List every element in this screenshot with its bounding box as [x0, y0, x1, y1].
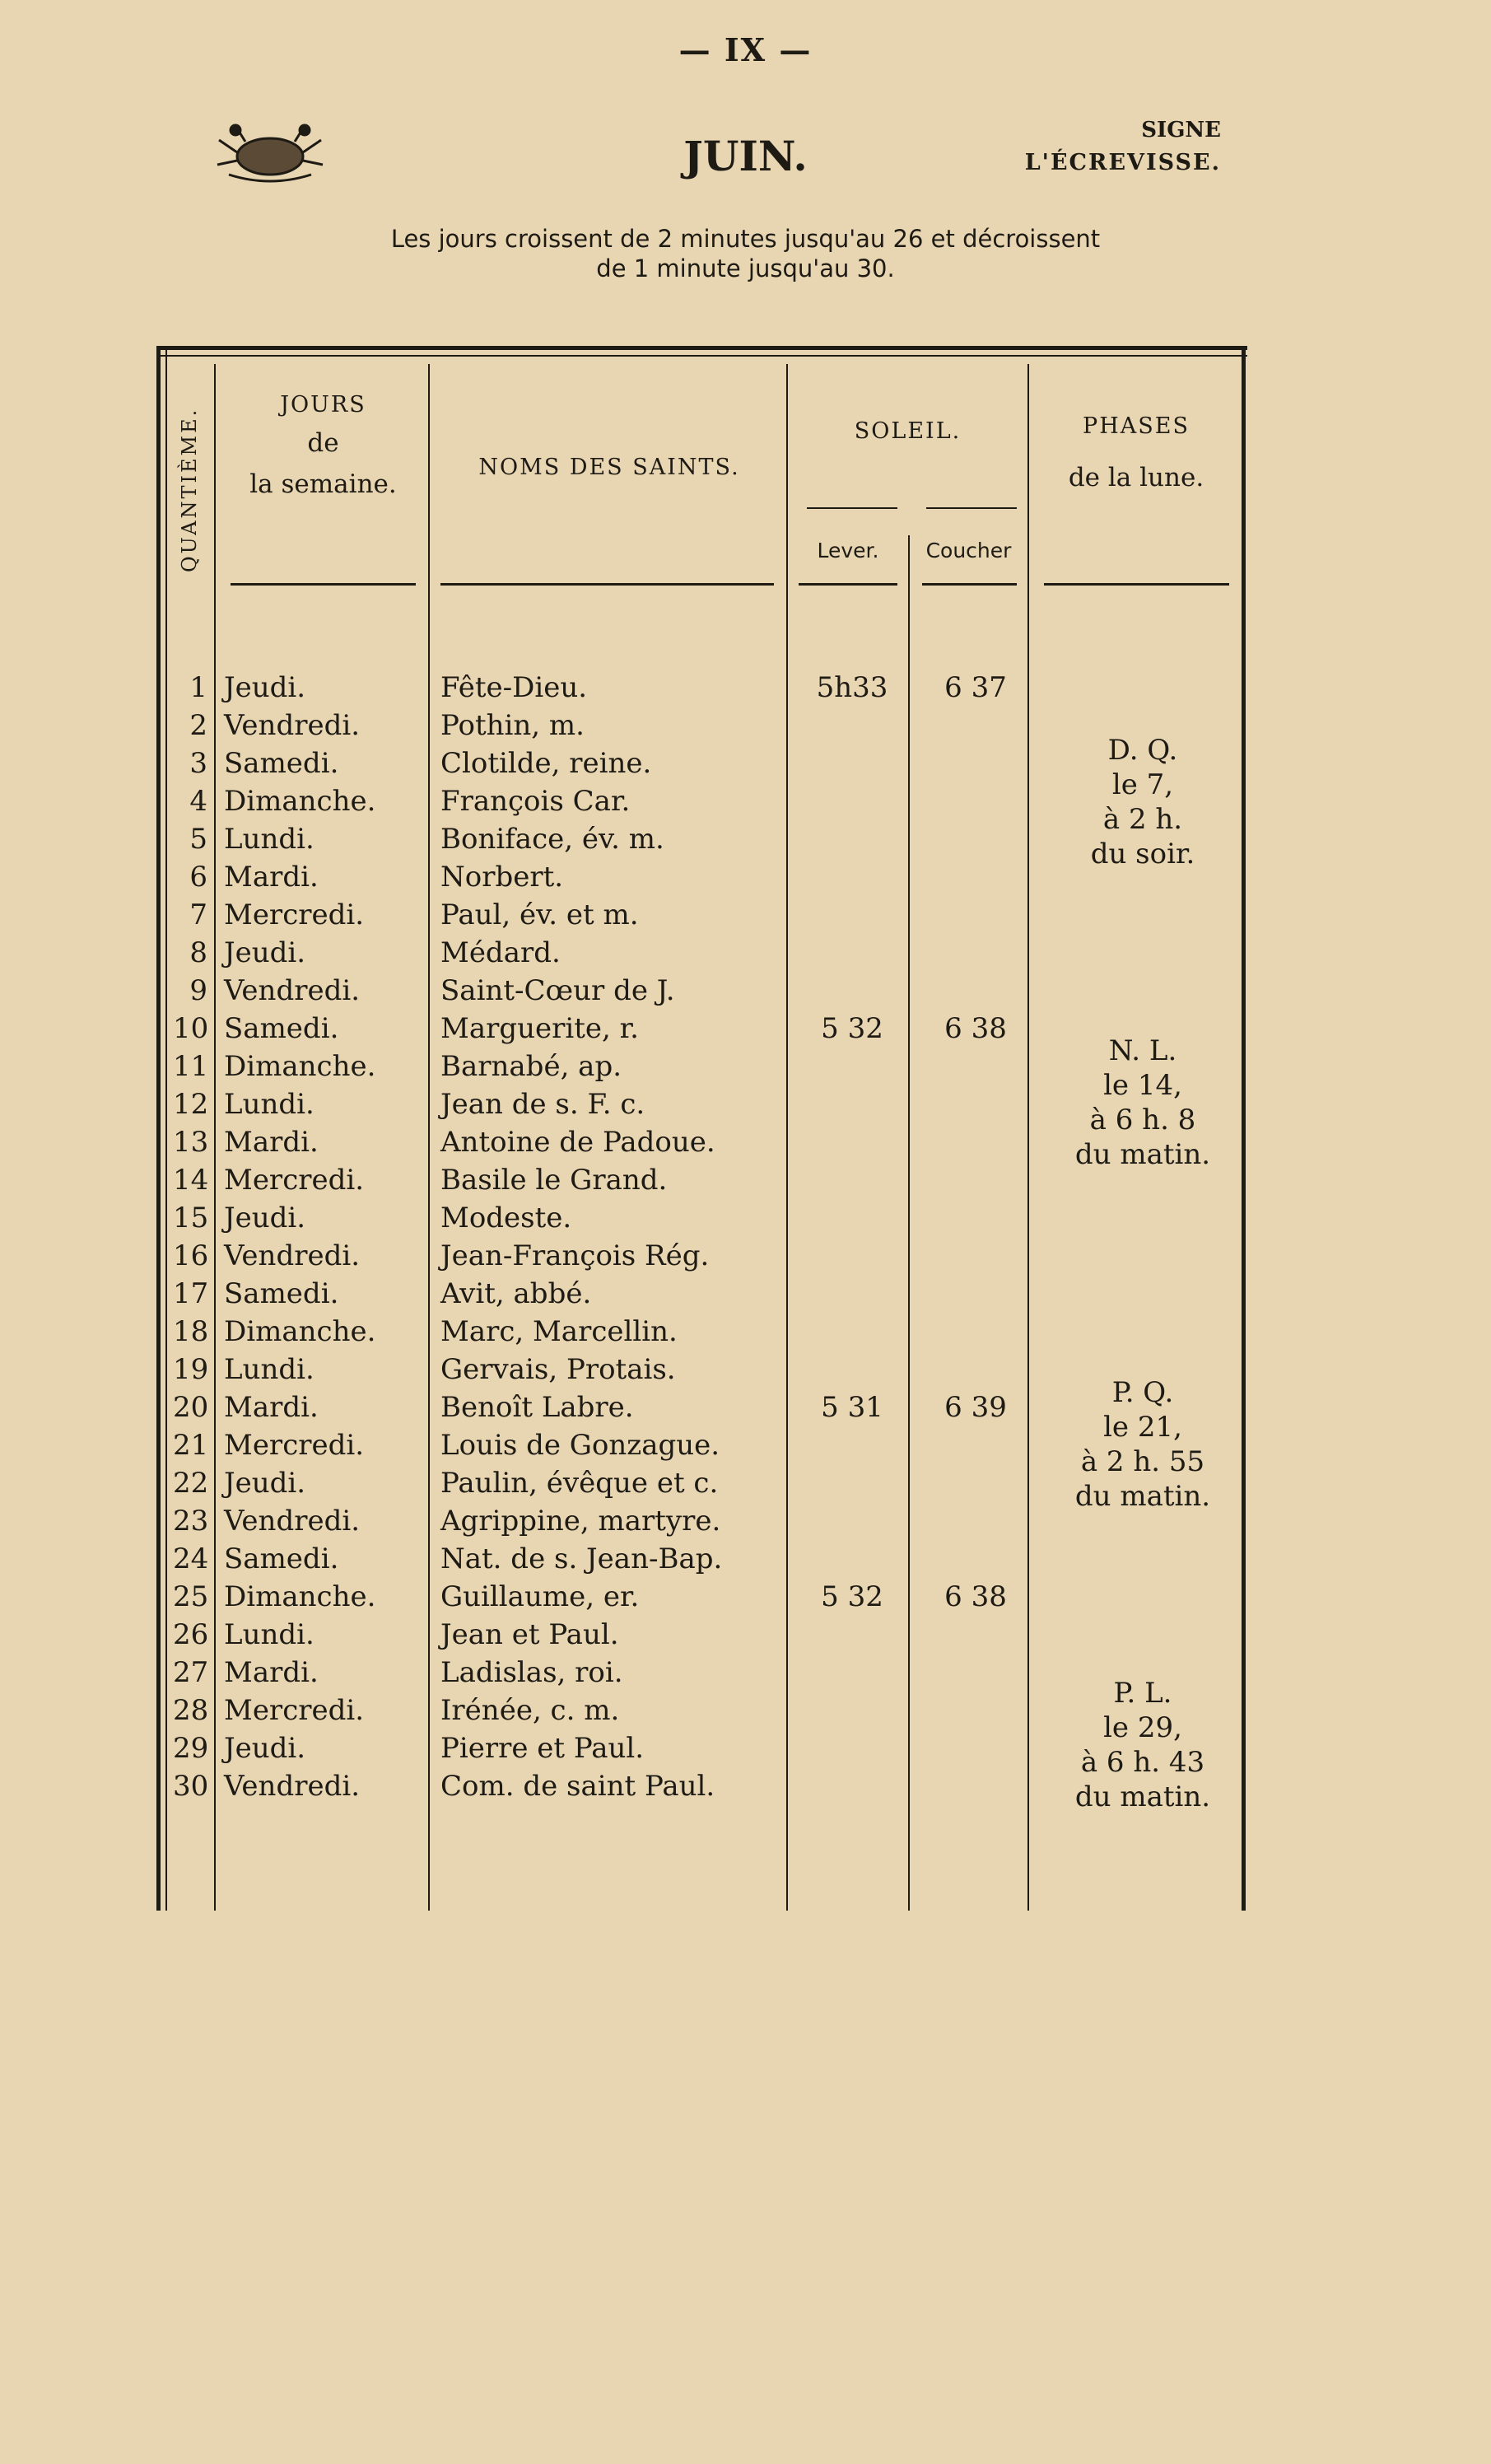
zodiac-sign-label: SIGNE: [1141, 118, 1221, 142]
table-row: [156, 972, 1247, 1010]
table-row: [156, 1199, 1247, 1237]
row-day-number: 17: [173, 1277, 209, 1310]
moon-phase-part: du matin.: [1074, 1138, 1211, 1171]
row-day-number: 10: [173, 1012, 209, 1045]
row-saint-name: Antoine de Padoue.: [440, 1126, 715, 1159]
row-day-number: 28: [173, 1694, 209, 1727]
header-underline-saints: [440, 583, 774, 586]
row-day-number: 6: [189, 861, 207, 894]
row-day-number: 29: [173, 1732, 209, 1765]
row-saint-name: Pothin, m.: [440, 709, 585, 742]
row-weekday: Mardi.: [224, 1391, 319, 1424]
header-phases-line-1: PHASES: [1083, 413, 1190, 439]
header-phases: [1031, 413, 1242, 494]
moon-phase-date: le 7,: [1111, 768, 1174, 801]
moon-phase-date: le 14,: [1103, 1069, 1182, 1102]
row-day-number: 25: [173, 1580, 209, 1613]
row-day-number: 7: [189, 898, 207, 931]
row-weekday: Mercredi.: [224, 898, 365, 931]
table-top-rule: [156, 346, 1247, 350]
row-day-number: 11: [173, 1050, 209, 1083]
row-weekday: Vendredi.: [224, 1770, 361, 1803]
row-day-number: 12: [173, 1088, 209, 1121]
row-weekday: Jeudi.: [224, 1467, 306, 1500]
moon-phase-part: du matin.: [1074, 1480, 1211, 1513]
row-weekday: Vendredi.: [224, 709, 361, 742]
calendar-table: [156, 346, 1247, 1911]
moon-phase-name: P. Q.: [1111, 1376, 1174, 1409]
row-saint-name: Marc, Marcellin.: [440, 1315, 678, 1348]
row-saint-name: Saint-Cœur de J.: [440, 974, 675, 1007]
table-row: [156, 934, 1247, 972]
row-saint-name: Paulin, évêque et c.: [440, 1467, 719, 1500]
moon-phase-name: P. L.: [1113, 1677, 1172, 1710]
moon-phase-part: du soir.: [1090, 838, 1195, 870]
row-day-number: 27: [173, 1656, 209, 1689]
row-weekday: Samedi.: [224, 747, 339, 780]
row-weekday: Mardi.: [224, 1126, 319, 1159]
row-weekday: Lundi.: [224, 1353, 315, 1386]
moon-phase-time: à 2 h.: [1102, 803, 1183, 836]
table-row: [156, 1540, 1247, 1578]
row-weekday: Dimanche.: [224, 1050, 376, 1083]
row-weekday: Lundi.: [224, 1618, 315, 1651]
table-row: [156, 1237, 1247, 1275]
row-day-number: 4: [189, 785, 207, 818]
zodiac-sign-name: L'ÉCREVISSE.: [1024, 149, 1221, 175]
row-saint-name: Nat. de s. Jean-Bap.: [440, 1542, 723, 1575]
row-sunrise: 5 31: [821, 1391, 883, 1424]
header-jours-line-2: de: [307, 428, 339, 459]
header-saints: NOMS DES SAINTS.: [478, 455, 740, 480]
header-coucher: Coucher: [925, 539, 1012, 562]
row-saint-name: Paul, év. et m.: [440, 898, 639, 931]
table-top-rule-inner: [156, 355, 1247, 357]
row-saint-name: Agrippine, martyre.: [440, 1505, 721, 1538]
row-day-number: 24: [173, 1542, 209, 1575]
row-saint-name: Barnabé, ap.: [440, 1050, 622, 1083]
row-weekday: Mercredi.: [224, 1694, 365, 1727]
row-day-number: 18: [173, 1315, 209, 1348]
moon-phase-time: à 2 h. 55: [1080, 1445, 1205, 1478]
row-day-number: 23: [173, 1505, 209, 1538]
intro-line-2: de 1 minute jusqu'au 30.: [596, 254, 895, 283]
intro-text: [0, 224, 1491, 284]
row-weekday: Jeudi.: [224, 1202, 306, 1234]
moon-phase-entry: [1044, 1676, 1242, 1814]
row-saint-name: Pierre et Paul.: [440, 1732, 645, 1765]
row-sunset: 6 38: [944, 1580, 1007, 1613]
soleil-brace-right: [926, 507, 1017, 509]
header-underline-jours: [231, 583, 416, 586]
row-saint-name: François Car.: [440, 785, 631, 818]
row-day-number: 19: [173, 1353, 209, 1386]
row-saint-name: Benoît Labre.: [440, 1391, 634, 1424]
row-weekday: Jeudi.: [224, 936, 306, 969]
table-row: [156, 896, 1247, 934]
moon-phase-date: le 21,: [1103, 1411, 1182, 1444]
row-weekday: Mercredi.: [224, 1164, 365, 1197]
row-day-number: 30: [173, 1770, 209, 1803]
row-day-number: 22: [173, 1467, 209, 1500]
row-weekday: Jeudi.: [224, 671, 306, 704]
moon-phase-date: le 29,: [1103, 1711, 1182, 1744]
row-sunset: 6 39: [944, 1391, 1007, 1424]
row-sunrise: 5 32: [821, 1580, 883, 1613]
row-day-number: 15: [173, 1202, 209, 1234]
row-weekday: Mardi.: [224, 1656, 319, 1689]
row-day-number: 9: [189, 974, 207, 1007]
header-lever: Lever.: [817, 539, 879, 562]
moon-phase-name: N. L.: [1108, 1034, 1177, 1067]
row-saint-name: Com. de saint Paul.: [440, 1770, 715, 1803]
row-sunset: 6 37: [944, 671, 1007, 704]
header-underline-phases: [1044, 583, 1229, 586]
header-jours: [222, 392, 424, 500]
row-saint-name: Gervais, Protais.: [440, 1353, 676, 1386]
header-soleil: SOLEIL.: [854, 418, 962, 444]
table-row: [156, 1275, 1247, 1313]
row-saint-name: Guillaume, er.: [440, 1580, 640, 1613]
row-saint-name: Marguerite, r.: [440, 1012, 639, 1045]
table-row: [156, 669, 1247, 707]
row-weekday: Vendredi.: [224, 1505, 361, 1538]
moon-phase-time: à 6 h. 43: [1080, 1746, 1205, 1779]
row-day-number: 1: [189, 671, 207, 704]
row-day-number: 20: [173, 1391, 209, 1424]
row-saint-name: Irénée, c. m.: [440, 1694, 620, 1727]
header-quantieme: QUANTIÈME.: [178, 407, 201, 573]
row-sunrise: 5h33: [816, 671, 888, 704]
row-saint-name: Fête-Dieu.: [440, 671, 588, 704]
header-jours-line-3: la semaine.: [249, 469, 397, 499]
row-weekday: Lundi.: [224, 823, 315, 856]
row-saint-name: Norbert.: [440, 861, 564, 894]
table-row: [156, 1313, 1247, 1351]
row-weekday: Samedi.: [224, 1277, 339, 1310]
header-jours-line-1: JOURS: [280, 392, 366, 418]
moon-phase-part: du matin.: [1074, 1780, 1211, 1813]
soleil-brace-left: [807, 507, 897, 509]
row-saint-name: Boniface, év. m.: [440, 823, 664, 856]
row-saint-name: Jean-François Rég.: [440, 1239, 710, 1272]
row-day-number: 13: [173, 1126, 209, 1159]
row-sunset: 6 38: [944, 1012, 1007, 1045]
moon-phase-entry: [1044, 1375, 1242, 1514]
row-day-number: 14: [173, 1164, 209, 1197]
row-weekday: Dimanche.: [224, 1580, 376, 1613]
row-saint-name: Clotilde, reine.: [440, 747, 652, 780]
row-weekday: Lundi.: [224, 1088, 315, 1121]
row-saint-name: Basile le Grand.: [440, 1164, 668, 1197]
row-weekday: Dimanche.: [224, 1315, 376, 1348]
row-saint-name: Jean et Paul.: [440, 1618, 619, 1651]
table-row: [156, 1616, 1247, 1654]
row-saint-name: Louis de Gonzague.: [440, 1429, 720, 1462]
row-day-number: 8: [189, 936, 207, 969]
header-phases-line-2: de la lune.: [1068, 463, 1204, 493]
row-day-number: 16: [173, 1239, 209, 1272]
row-sunrise: 5 32: [821, 1012, 883, 1045]
header-underline-coucher: [922, 583, 1017, 586]
zodiac-sign: [1025, 115, 1221, 179]
moon-phase-entry: [1044, 1034, 1242, 1172]
row-weekday: Vendredi.: [224, 974, 361, 1007]
row-weekday: Dimanche.: [224, 785, 376, 818]
month-title: JUIN.: [683, 132, 808, 180]
page-number: — IX —: [678, 31, 813, 68]
row-day-number: 26: [173, 1618, 209, 1651]
row-day-number: 5: [189, 823, 207, 856]
row-weekday: Jeudi.: [224, 1732, 306, 1765]
row-day-number: 2: [189, 709, 207, 742]
moon-phase-name: D. Q.: [1107, 734, 1178, 767]
row-day-number: 3: [189, 747, 207, 780]
table-row: [156, 1578, 1247, 1616]
row-weekday: Samedi.: [224, 1012, 339, 1045]
row-weekday: Mardi.: [224, 861, 319, 894]
moon-phase-entry: [1044, 733, 1242, 871]
row-weekday: Samedi.: [224, 1542, 339, 1575]
moon-phase-time: à 6 h. 8: [1089, 1104, 1196, 1136]
row-saint-name: Médard.: [440, 936, 561, 969]
header-underline-lever: [799, 583, 897, 586]
intro-line-1: Les jours croissent de 2 minutes jusqu'au 26 et décroissent: [390, 225, 1101, 253]
row-saint-name: Avit, abbé.: [440, 1277, 592, 1310]
row-weekday: Mercredi.: [224, 1429, 365, 1462]
row-day-number: 21: [173, 1429, 209, 1462]
row-saint-name: Modeste.: [440, 1202, 572, 1234]
row-weekday: Vendredi.: [224, 1239, 361, 1272]
row-saint-name: Ladislas, roi.: [440, 1656, 623, 1689]
row-saint-name: Jean de s. F. c.: [440, 1088, 645, 1121]
